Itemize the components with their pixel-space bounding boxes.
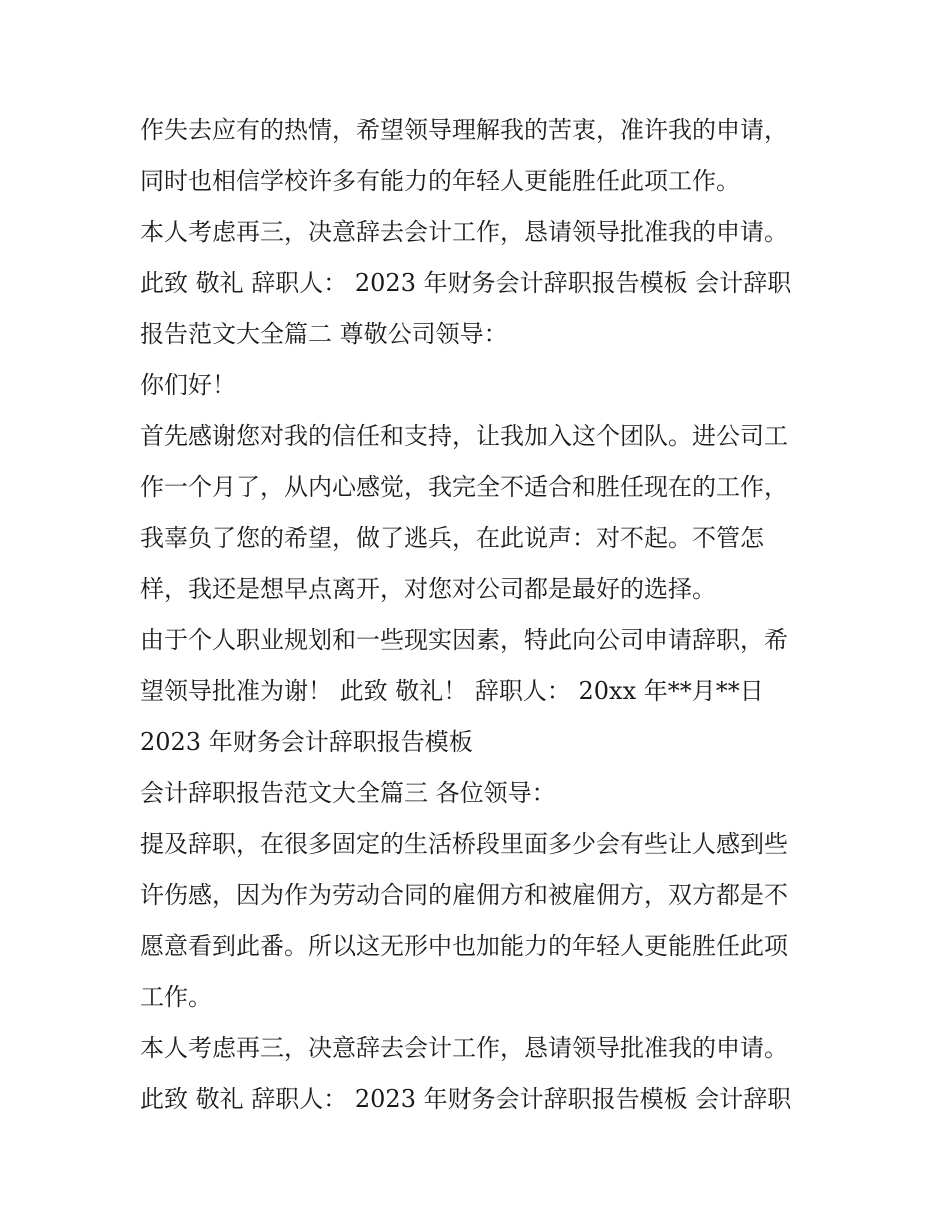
- text-line: 此致 敬礼 辞职人： 2023 年财务会计辞职报告模板 会计辞职: [140, 1085, 792, 1113]
- text-line: 2023 年财务会计辞职报告模板: [140, 728, 473, 756]
- text-line: 会计辞职报告范文大全篇三 各位领导：: [140, 779, 556, 807]
- text-line: 望领导批准为谢！ 此致 敬礼！ 辞职人： 20xx 年**月**日: [140, 677, 764, 705]
- text-line: 提及辞职，在很多固定的生活桥段里面多少会有些让人感到些: [140, 830, 788, 858]
- text-line: 由于个人职业规划和一些现实因素，特此向公司申请辞职，希: [140, 626, 788, 654]
- text-line: 愿意看到此番。所以这无形中也加能力的年轻人更能胜任此项: [140, 932, 788, 960]
- text-line: 此致 敬礼 辞职人： 2023 年财务会计辞职报告模板 会计辞职: [140, 269, 792, 297]
- text-line: 本人考虑再三，决意辞去会计工作，恳请领导批准我的申请。: [140, 218, 788, 246]
- text-line: 首先感谢您对我的信任和支持，让我加入这个团队。进公司工: [140, 422, 788, 450]
- text-line: 样，我还是想早点离开，对您对公司都是最好的选择。: [140, 575, 716, 603]
- text-line: 本人考虑再三，决意辞去会计工作，恳请领导批准我的申请。: [140, 1034, 788, 1062]
- text-line: 作失去应有的热情，希望领导理解我的苦衷，准许我的申请，: [140, 116, 788, 144]
- text-line: 工作。: [140, 983, 212, 1011]
- text-line: 我辜负了您的希望，做了逃兵，在此说声：对不起。不管怎: [140, 524, 764, 552]
- text-line: 报告范文大全篇二 尊敬公司领导：: [140, 320, 508, 348]
- text-line: 你们好！: [140, 371, 236, 399]
- text-line: 同时也相信学校许多有能力的年轻人更能胜任此项工作。: [140, 167, 740, 195]
- text-line: 作一个月了，从内心感觉，我完全不适合和胜任现在的工作，: [140, 473, 788, 501]
- text-line: 许伤感，因为作为劳动合同的雇佣方和被雇佣方，双方都是不: [140, 881, 788, 909]
